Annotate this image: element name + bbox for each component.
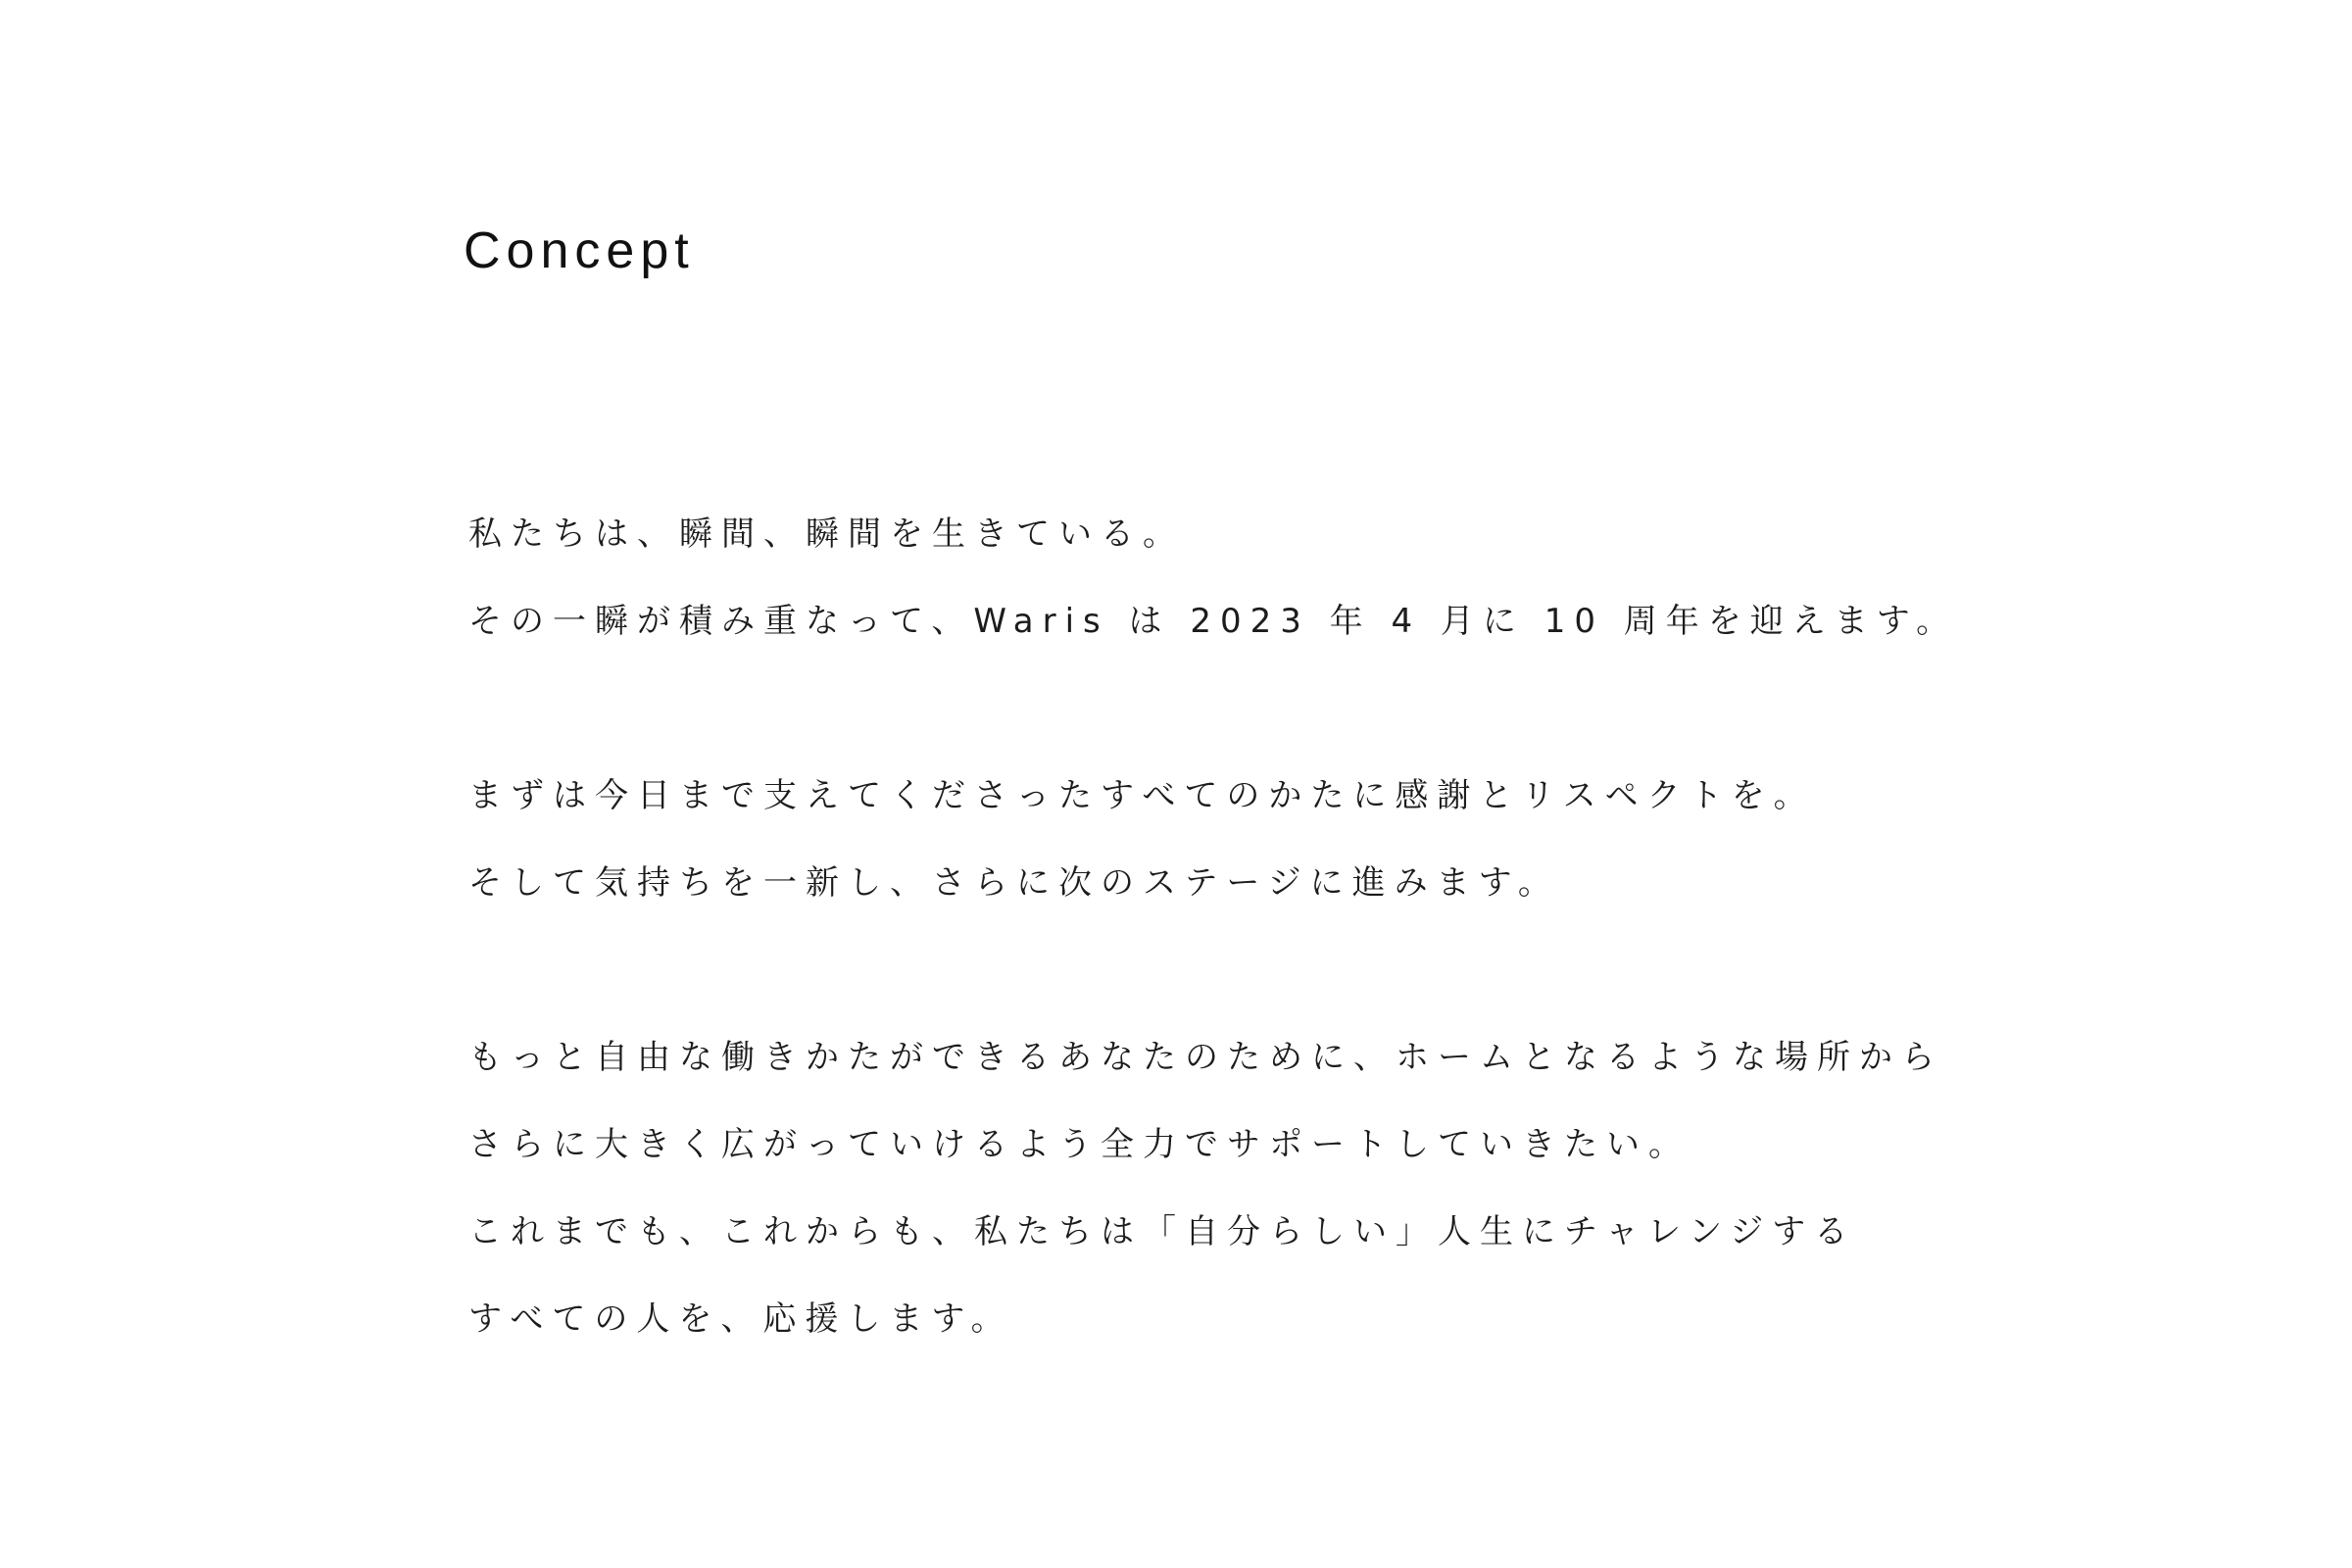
text-line: そして気持ちを一新し、さらに次のステージに進みます。 [468,863,1560,903]
paragraph-2 [468,776,2291,903]
text-line: まずは今日まで支えてくださったすべてのかたに感謝とリスペクトを。 [468,776,1816,815]
text-line: すべての人を、応援します。 [468,1299,1013,1339]
paragraph-spacer [468,689,2291,776]
page-title: Concept [464,222,695,279]
paragraph-spacer [468,951,2291,1038]
paragraph-3 [468,1038,2291,1339]
text-line: その一瞬が積み重なって、Waris は 2023 年 4 月に 10 周年を迎えます。 [468,602,1959,641]
text-line: これまでも、これからも、私たちは「自分らしい」人生にチャレンジする [468,1212,1857,1251]
paragraph-1 [468,514,2291,641]
text-line: もっと自由な働きかたができるあなたのために、ホームとなるような場所から [468,1038,1943,1077]
text-line: さらに大きく広がっていけるよう全力でサポートしていきたい。 [468,1125,1690,1164]
text-line: 私たちは、瞬間、瞬間を生きている。 [468,514,1185,554]
concept-text-body [468,514,2291,1387]
